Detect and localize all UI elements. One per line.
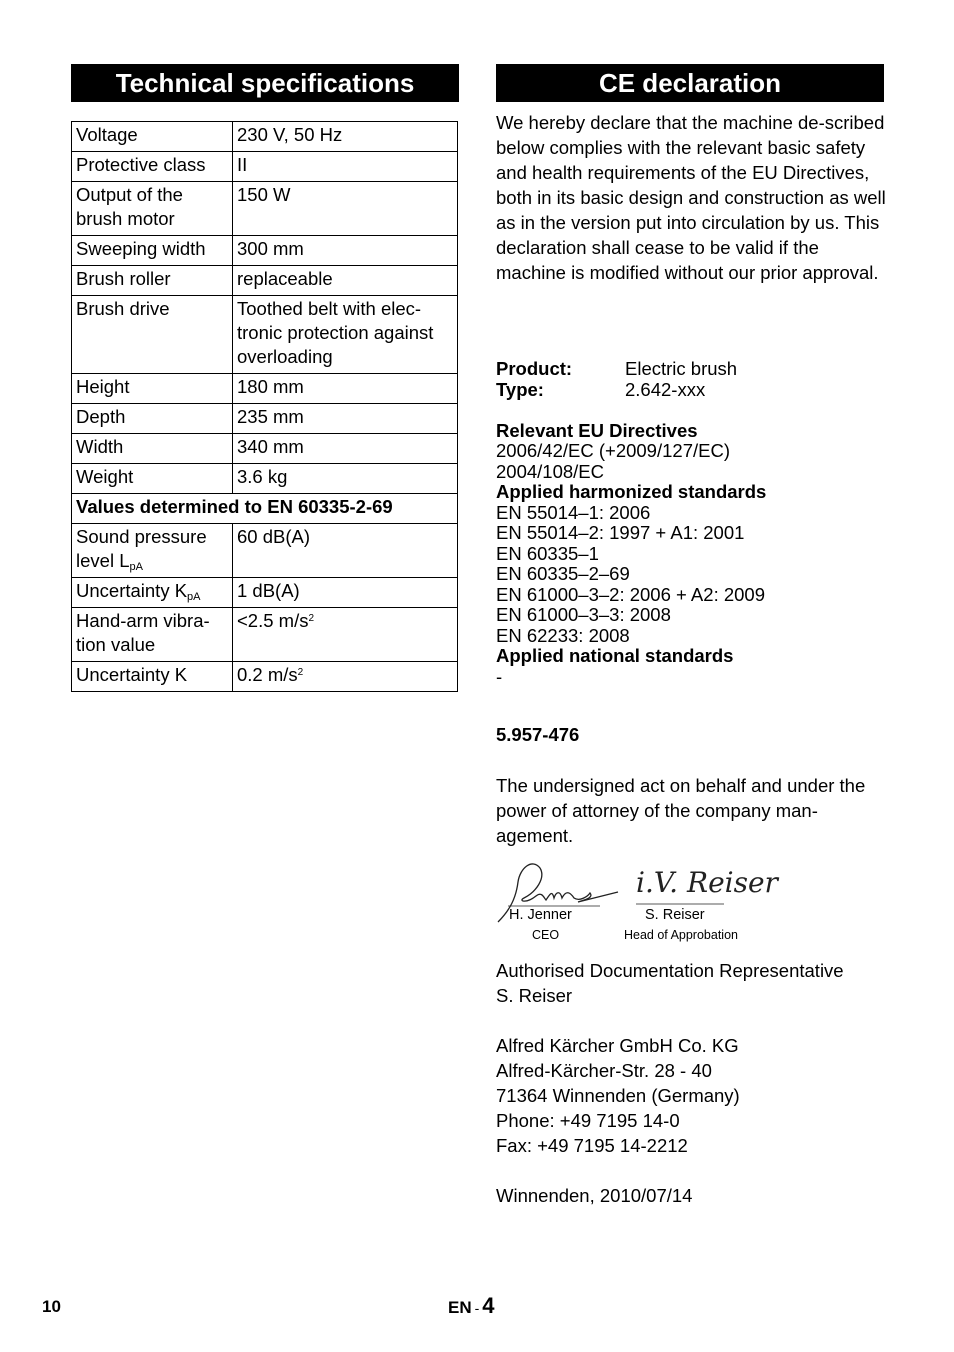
- auth-line: S. Reiser: [496, 985, 573, 1006]
- spec-label: Sweeping width: [72, 236, 233, 266]
- table-row: [72, 374, 458, 404]
- separator: -: [474, 1300, 480, 1316]
- tech-specs-table: [71, 121, 458, 692]
- spec-label: Depth: [72, 404, 233, 434]
- company-address: [496, 1033, 886, 1158]
- spec-label: Output of the brush motor: [72, 182, 233, 236]
- spec-value: Toothed belt with elec-tronic protection against overloading: [233, 296, 458, 374]
- table-row: [72, 296, 458, 374]
- directives-heading: Relevant EU Directives: [496, 419, 698, 441]
- spec-label: Width: [72, 434, 233, 464]
- signer-name: H. Jenner: [509, 907, 572, 923]
- spec-label: [72, 578, 233, 608]
- address-line: Alfred Kärcher GmbH Co. KG: [496, 1035, 739, 1056]
- address-line: Alfred-Kärcher-Str. 28 - 40: [496, 1060, 712, 1081]
- spec-label: Weight: [72, 464, 233, 494]
- tech-specs-heading: Technical specifications: [71, 64, 459, 102]
- table-row: [72, 182, 458, 236]
- spec-value: 180 mm: [233, 374, 458, 404]
- place-date: Winnenden, 2010/07/14: [496, 1185, 693, 1206]
- harmonized-item: EN 60335–1: [496, 542, 599, 564]
- harmonized-item: EN 61000–3–2: 2006 + A2: 2009: [496, 583, 765, 605]
- spec-label-subscript: pA: [187, 591, 201, 603]
- table-row: [72, 464, 458, 494]
- spec-value-superscript: 2: [297, 667, 304, 678]
- table-row: [72, 434, 458, 464]
- type-label: Type:: [496, 378, 544, 400]
- document-code: 5.957-476: [496, 724, 580, 745]
- spec-label: Protective class: [72, 152, 233, 182]
- spec-value-text: 0.2 m/s: [237, 664, 298, 685]
- spec-value: [233, 662, 458, 692]
- spec-label-subscript: pA: [129, 561, 143, 573]
- spec-label: Brush roller: [72, 266, 233, 296]
- signer-role: Head of Approbation: [624, 928, 738, 942]
- spec-label: Hand-arm vibra-tion value: [72, 608, 233, 662]
- declaration-text: We hereby declare that the machine de-scribed below complies with the relevant basic safety and health requirements of the EU Directives, both in its basic design and construction as well as in the version put into circulation by us. This declaration shall cease to be valid if the machine is modified without our prior approval.: [496, 112, 886, 283]
- table-row: [72, 236, 458, 266]
- product-value: Electric brush: [625, 358, 738, 379]
- language-page-number: 4: [482, 1293, 495, 1318]
- table-row: [72, 152, 458, 182]
- spec-label-text: Uncertainty K: [76, 580, 188, 601]
- harmonized-item: EN 62233: 2008: [496, 624, 630, 646]
- table-row: [72, 266, 458, 296]
- type-value: 2.642-xxx: [625, 378, 706, 400]
- language-code: EN: [448, 1298, 472, 1317]
- page-number: 10: [42, 1297, 61, 1316]
- harmonized-item: EN 55014–2: 1997 + A1: 2001: [496, 522, 745, 543]
- signature-block: [496, 858, 778, 948]
- table-row: [72, 524, 458, 578]
- auth-line: Authorised Documentation Representative: [496, 960, 844, 981]
- national-item: -: [496, 665, 503, 687]
- spec-value: 235 mm: [233, 404, 458, 434]
- table-row: [72, 404, 458, 434]
- spec-label: Uncertainty K: [72, 662, 233, 692]
- spec-value: 300 mm: [233, 236, 458, 266]
- spec-value: 340 mm: [233, 434, 458, 464]
- signer-name: S. Reiser: [645, 907, 705, 923]
- harmonized-item: EN 61000–3–3: 2008: [496, 604, 671, 625]
- spec-label-text: Sound pressure level L: [76, 526, 207, 571]
- authorised-representative: [496, 958, 886, 1008]
- spec-label: Voltage: [72, 122, 233, 152]
- spec-value-superscript: 2: [308, 613, 315, 624]
- table-row: [72, 578, 458, 608]
- national-heading: Applied national standards: [496, 645, 734, 666]
- spec-value: 150 W: [233, 182, 458, 236]
- signer-role: CEO: [532, 928, 560, 942]
- undersigned-text: The undersigned act on behalf and under the power of attorney of the company man-agement.: [496, 775, 866, 846]
- language-page-label: [448, 1293, 495, 1319]
- harmonized-heading: Applied harmonized standards: [496, 481, 767, 502]
- ce-declaration-heading: CE declaration: [496, 64, 884, 102]
- product-info: [496, 359, 886, 687]
- directive-item: 2006/42/EC (+2009/127/EC): [496, 440, 730, 461]
- spec-value: 3.6 kg: [233, 464, 458, 494]
- spec-value-text: <2.5 m/s: [237, 610, 309, 631]
- spec-label: [72, 524, 233, 578]
- address-line: Fax: +49 7195 14-2212: [496, 1135, 688, 1156]
- harmonized-item: EN 60335–2–69: [496, 563, 630, 584]
- address-line: Phone: +49 7195 14-0: [496, 1110, 680, 1131]
- spec-value: II: [233, 152, 458, 182]
- product-label: Product:: [496, 358, 573, 379]
- table-row: [72, 662, 458, 692]
- directive-item: 2004/108/EC: [496, 460, 605, 482]
- table-row: [72, 608, 458, 662]
- section-row: [72, 494, 458, 524]
- table-row: [72, 122, 458, 152]
- spec-value: replaceable: [233, 266, 458, 296]
- address-line: 71364 Winnenden (Germany): [496, 1085, 740, 1106]
- product-row: [496, 359, 886, 380]
- type-row: [496, 380, 886, 401]
- spec-value: 60 dB(A): [233, 524, 458, 578]
- harmonized-item: EN 55014–1: 2006: [496, 501, 651, 523]
- spec-value: 230 V, 50 Hz: [233, 122, 458, 152]
- section-heading: Values determined to EN 60335-2-69: [72, 494, 458, 524]
- spec-value: 1 dB(A): [233, 578, 458, 608]
- spec-value: [233, 608, 458, 662]
- spec-label: Brush drive: [72, 296, 233, 374]
- signature-reiser: i.V. Reiser: [636, 866, 778, 899]
- spec-label: Height: [72, 374, 233, 404]
